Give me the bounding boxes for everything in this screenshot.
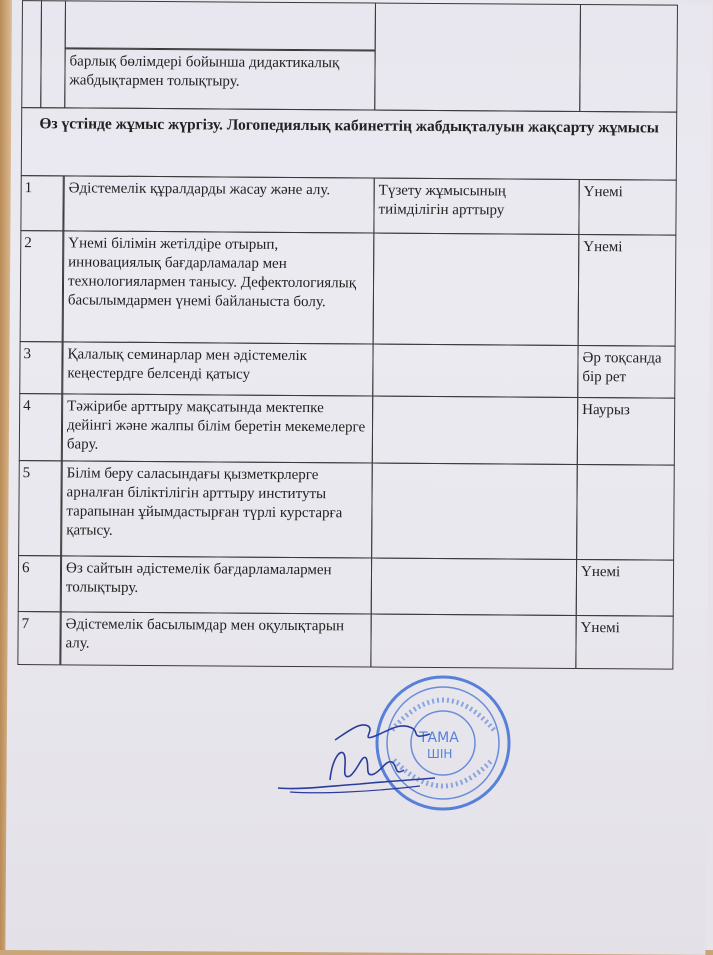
table-cell-num: [20, 175, 63, 231]
row-number: 4: [23, 398, 31, 415]
top-row-text: барлық бөлімдері бойынша дидактикалық жабдықтармен толықтыру.: [69, 53, 340, 90]
table-cell-task: [61, 555, 372, 614]
row-task: Білім беру саласындағы қызметкрлерге арналған біліктілігін арттыру институты тарапынан ұйымдастырған түрлі курстарға қатысу.: [66, 465, 343, 539]
row-time: Үнемі: [583, 183, 623, 201]
row-number: 5: [22, 465, 31, 482]
row-time: Әр тоқсанда бір рет: [582, 349, 662, 386]
row-task: Әдістемелік құралдарды жасау және алу.: [68, 180, 331, 199]
table-cell-result: [370, 614, 576, 669]
table-cell-num: [17, 611, 60, 665]
row-number: 6: [21, 560, 30, 577]
table-cell-time: [576, 559, 674, 617]
table-cell-result: [372, 396, 578, 465]
row-number: 7: [21, 616, 30, 633]
row-task: Үнемі білімін жетілдіре отырып, инновациялық бағдарламалар мен технологиялармен танысу. Дефектологиялық басылымдармен үнемі байланыста болу.: [67, 235, 357, 311]
table-cell-margin: [21, 0, 42, 108]
table-cell-num: [18, 555, 61, 612]
table-cell-task: [61, 460, 373, 558]
table-cell-task-upper: [65, 0, 376, 50]
table-cell-time: [578, 234, 677, 347]
table-cell-num: [40, 0, 66, 108]
table-cell-time: [576, 464, 675, 561]
row-task: Қалалық семинарлар мен әдістемелік кеңестердге белсенді қатысу: [67, 346, 307, 383]
table-cell-task: [64, 48, 375, 110]
svg-text:ШІН: ШІН: [427, 747, 453, 761]
table-cell-result: [374, 3, 581, 112]
table-cell-time: [578, 179, 676, 236]
table-cell-time: [575, 615, 673, 670]
row-number: 3: [23, 346, 32, 363]
logoped-signature-icon: [270, 740, 440, 800]
table-cell-task: [60, 611, 371, 667]
table-cell-task: [63, 175, 374, 233]
row-task: Тәжірибе арттыру мақсатында мектепке дейінгі және жалпы білім беретін мекемелерге бару.: [66, 398, 366, 453]
table-cell-result: [373, 233, 580, 346]
row-number: 2: [24, 235, 32, 252]
svg-text:ТАМА: ТАМА: [419, 730, 459, 746]
table-cell-num: [19, 393, 62, 461]
section-heading: [21, 107, 677, 181]
table-cell-task: [62, 341, 373, 396]
table-cell-num: [20, 230, 64, 342]
document-page: [5, 0, 712, 955]
table-cell-time: [577, 345, 675, 399]
table-cell-result: [373, 178, 579, 235]
row-result: Түзету жұмысының тиімділігін арттыру: [378, 182, 506, 219]
row-task: Өз сайтын әдістемелік бағдарламалармен толықтыру.: [65, 560, 332, 596]
row-time: Үнемі: [583, 238, 623, 256]
section-heading-text: Өз үстінде жұмыс жүргізу. Логопедиялық кабинеттің жабдықталуын жақсарту жұмысы: [39, 115, 659, 137]
row-number: 1: [24, 180, 33, 197]
table-cell-result: [371, 463, 578, 560]
table-cell-task: [63, 230, 375, 344]
table-cell-result: [372, 344, 578, 398]
row-task: Әдістемелік басылымдар мен оқулықтарын алу.: [65, 616, 345, 652]
table-cell-result: [371, 558, 577, 616]
table-cell-num: [19, 341, 62, 394]
row-time: Наурыз: [582, 401, 630, 419]
table-cell-num: [18, 460, 62, 556]
row-time: Үнемі: [580, 563, 621, 581]
row-time: Үнемі: [580, 619, 620, 637]
table-cell-task: [62, 393, 373, 463]
table-cell-time: [577, 397, 675, 466]
table-cell-time: [579, 4, 678, 113]
